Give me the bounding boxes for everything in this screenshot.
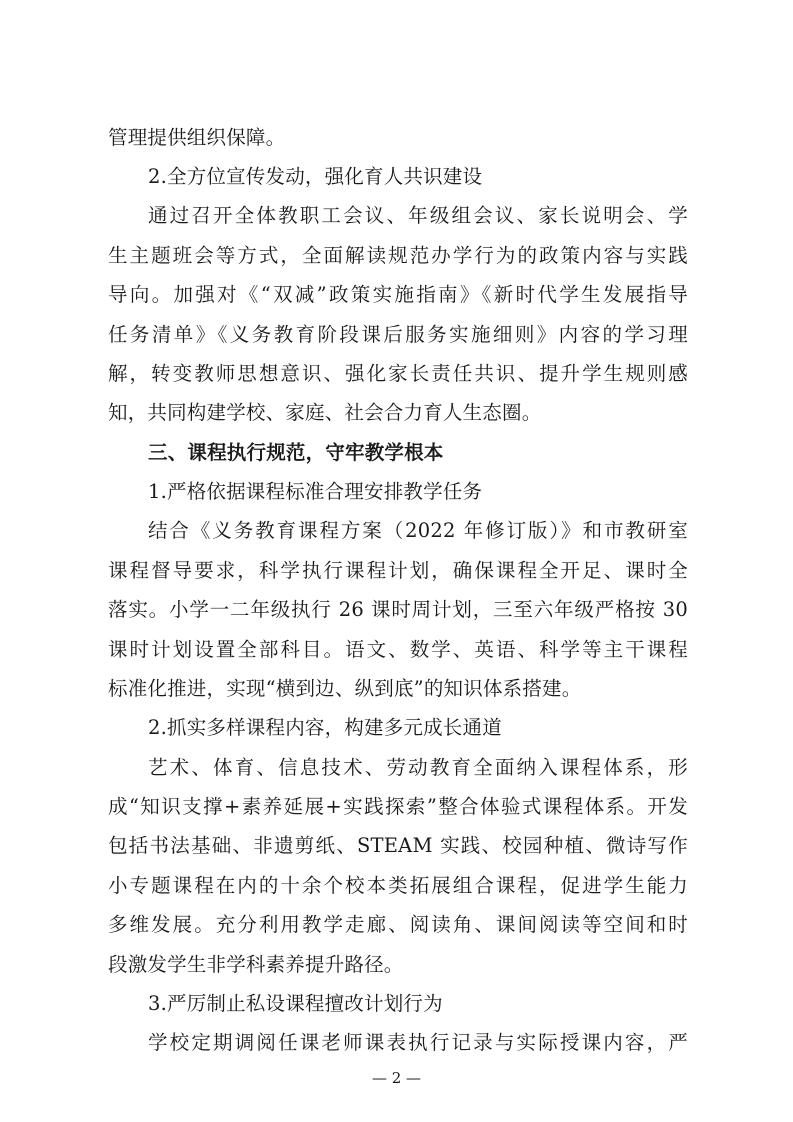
section-heading: 三、课程执行规范，守牢教学根本 xyxy=(148,441,444,464)
paragraph-line: 知，共同构建学校、家庭、社会合力育人生态圈。 xyxy=(108,401,542,424)
paragraph-line: 生主题班会等方式，全面解读规范办学行为的政策内容与实践 xyxy=(108,244,688,267)
paragraph-line: 落实。小学一二年级执行 26 课时周计划，三至六年级严格按 30 xyxy=(108,598,688,621)
paragraph-line: 学校定期调阅任课老师课表执行记录与实际授课内容，严 xyxy=(148,1031,688,1054)
paragraph-line: 导向。加强对《“双减”政策实施指南》《新时代学生发展指导 xyxy=(108,283,688,306)
subheading: 3.严厉制止私设课程擅改计划行为 xyxy=(148,992,443,1015)
paragraph-line: 任务清单》《义务教育阶段课后服务实施细则》内容的学习理 xyxy=(108,323,688,346)
paragraph-line: 课时计划设置全部科目。语文、数学、英语、科学等主干课程 xyxy=(108,638,688,661)
paragraph-line: 管理提供组织保障。 xyxy=(108,126,286,149)
paragraph-line: 成“知识支撑+素养延展+实践探索”整合体验式课程体系。开发 xyxy=(108,795,688,818)
paragraph-line: 课程督导要求，科学执行课程计划，确保课程全开足、课时全 xyxy=(108,559,688,582)
subheading: 1.严格依据课程标准合理安排教学任务 xyxy=(148,480,483,503)
paragraph-line: 通过召开全体教职工会议、年级组会议、家长说明会、学 xyxy=(148,204,688,227)
subheading: 2.抓实多样课程内容，构建多元成长通道 xyxy=(148,716,502,739)
paragraph-line: 结合《义务教育课程方案（2022 年修订版）》和市教研室 xyxy=(148,519,688,542)
paragraph-line: 段激发学生非学科素养提升路径。 xyxy=(108,953,404,976)
page-number: — 2 — xyxy=(371,1069,422,1087)
paragraph-line: 小专题课程在内的十余个校本类拓展组合课程，促进学生能力 xyxy=(108,874,688,897)
paragraph-line: 多维发展。充分利用教学走廊、阅读角、课间阅读等空间和时 xyxy=(108,913,688,936)
paragraph-line: 标准化推进，实现“横到边、纵到底”的知识体系搭建。 xyxy=(108,677,582,700)
paragraph-line: 包括书法基础、非遗剪纸、STEAM 实践、校园种植、微诗写作 xyxy=(108,834,688,857)
paragraph-line: 艺术、体育、信息技术、劳动教育全面纳入课程体系，形 xyxy=(148,756,688,779)
subheading: 2.全方位宣传发动，强化育人共识建设 xyxy=(148,165,483,188)
paragraph-line: 解，转变教师思想意识、强化家长责任共识、提升学生规则感 xyxy=(108,362,688,385)
